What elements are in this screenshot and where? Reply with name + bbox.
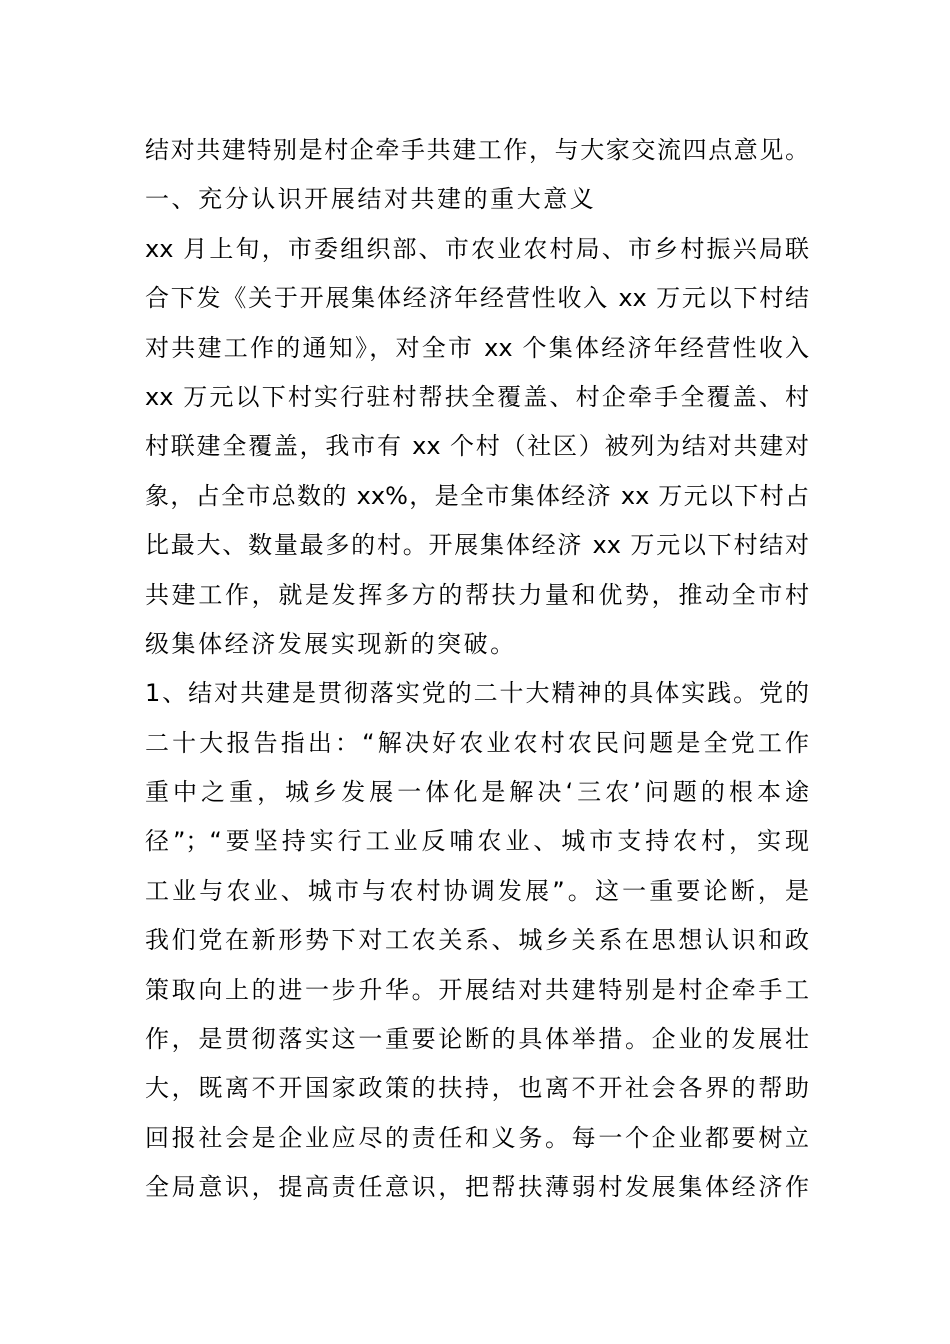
text-line-8: 象，占全市总数的 xx%，是全市集体经济 xx 万元以下村占 — [145, 481, 809, 510]
text-line-10: 共建工作，就是发挥多方的帮扶力量和优势，推动全市村 — [145, 580, 809, 609]
text-line-4: 合下发《关于开展集体经济年经营性收入 xx 万元以下村结 — [145, 284, 809, 313]
text-line-22: 全局意识，提高责任意识，把帮扶薄弱村发展集体经济作 — [145, 1173, 809, 1202]
text-line-16: 工业与农业、城市与农村协调发展”。这一重要论断，是 — [145, 876, 809, 905]
text-line-17: 我们党在新形势下对工农关系、城乡关系在思想认识和政 — [145, 926, 809, 955]
text-line-18: 策取向上的进一步升华。开展结对共建特别是村企牵手工 — [145, 975, 809, 1004]
text-line-21: 回报社会是企业应尽的责任和义务。每一个企业都要树立 — [145, 1123, 809, 1152]
text-line-14: 重中之重，城乡发展一体化是解决‘三农’问题的根本途 — [145, 778, 809, 807]
section-heading: 一、充分认识开展结对共建的重大意义 — [145, 185, 597, 214]
text-line-11: 级集体经济发展实现新的突破。 — [145, 629, 517, 658]
text-line-20: 大，既离不开国家政策的扶持，也离不开社会各界的帮助 — [145, 1074, 809, 1103]
text-line-9: 比最大、数量最多的村。开展集体经济 xx 万元以下村结对 — [145, 531, 809, 560]
text-line-6: xx 万元以下村实行驻村帮扶全覆盖、村企牵手全覆盖、村 — [145, 382, 809, 411]
text-line-13: 二十大报告指出：“解决好农业农村农民问题是全党工作 — [145, 728, 809, 757]
text-line-1: 结对共建特别是村企牵手共建工作，与大家交流四点意见。 — [145, 136, 809, 164]
text-line-5: 对共建工作的通知》，对全市 xx 个集体经济年经营性收入 — [145, 333, 809, 362]
text-line-12: 1、结对共建是贯彻落实党的二十大精神的具体实践。党的 — [145, 679, 809, 708]
text-line-7: 村联建全覆盖，我市有 xx 个村（社区）被列为结对共建对 — [145, 432, 809, 461]
text-line-19: 作，是贯彻落实这一重要论断的具体举措。企业的发展壮 — [145, 1025, 809, 1054]
text-line-3: xx 月上旬，市委组织部、市农业农村局、市乡村振兴局联 — [145, 234, 809, 263]
body-text — [145, 126, 809, 1213]
text-line-15: 径”；“要坚持实行工业反哺农业、城市支持农村，实现 — [145, 827, 809, 856]
